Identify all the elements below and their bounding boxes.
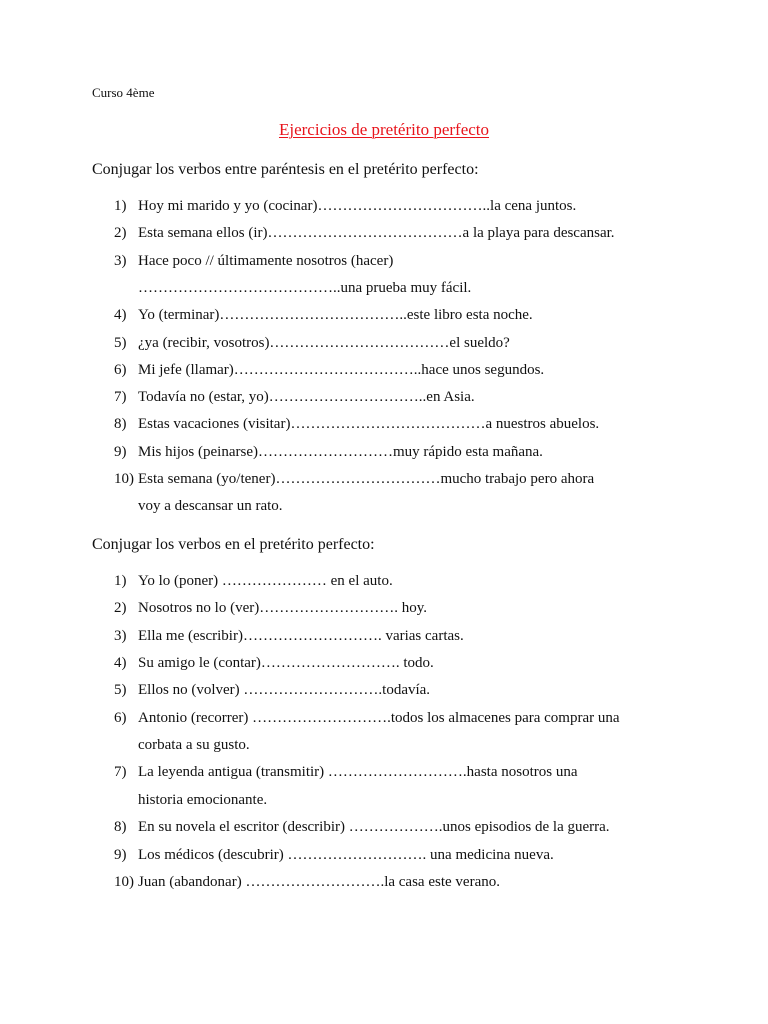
exercise-number: 4) bbox=[114, 655, 127, 672]
exercise-number: 3) bbox=[114, 627, 127, 644]
exercise-item bbox=[114, 568, 698, 595]
exercise-text: Esta semana ellos (ir)…………………………………a la playa para descansar. bbox=[138, 225, 615, 242]
exercise-item-continuation bbox=[114, 787, 698, 814]
exercise-text: Antonio (recorrer) ……………………….todos los almacenes para comprar una bbox=[138, 709, 620, 726]
exercise-text: Ellos no (volver) ……………………….todavía. bbox=[138, 682, 431, 699]
exercise-item bbox=[114, 869, 698, 896]
exercise-text: Los médicos (descubrir) ………………………. una medicina nueva. bbox=[138, 846, 554, 863]
exercise-item bbox=[114, 411, 698, 438]
exercise-item bbox=[114, 248, 698, 275]
exercise-text: Estas vacaciones (visitar)…………………………………a nuestros abuelos. bbox=[138, 416, 600, 433]
exercise-number: 10) bbox=[114, 471, 134, 487]
section-1-instruction: Conjugar los verbos entre paréntesis en el pretérito perfecto: bbox=[92, 161, 479, 178]
exercise-item bbox=[114, 302, 698, 329]
exercise-number: 1) bbox=[114, 198, 127, 214]
exercise-text: Ella me (escribir)………………………. varias cartas. bbox=[138, 627, 464, 644]
exercise-item bbox=[114, 842, 698, 869]
exercise-text: …………………………………..una prueba muy fácil. bbox=[138, 279, 472, 296]
exercise-text: Yo (terminar)………………………………..este libro esta noche. bbox=[138, 307, 533, 324]
exercise-text: corbata a su gusto. bbox=[138, 737, 250, 754]
exercise-text: Su amigo le (contar)………………………. todo. bbox=[138, 655, 434, 672]
exercise-number: 4) bbox=[114, 307, 127, 324]
exercise-item bbox=[114, 595, 698, 622]
exercise-number: 7) bbox=[114, 764, 127, 781]
exercise-text: historia emocionante. bbox=[138, 791, 268, 808]
exercise-item bbox=[114, 330, 698, 357]
exercise-item bbox=[114, 357, 698, 384]
exercise-item bbox=[114, 623, 698, 650]
exercise-text: Juan (abandonar) ……………………….la casa este verano. bbox=[138, 873, 500, 890]
exercise-text: Todavía no (estar, yo)…………………………..en Asia. bbox=[138, 389, 475, 406]
exercise-number: 10) bbox=[114, 873, 134, 890]
exercise-item bbox=[114, 650, 698, 677]
exercise-number: 5) bbox=[114, 334, 127, 351]
exercise-number: 3) bbox=[114, 252, 127, 269]
exercise-item bbox=[114, 384, 698, 411]
exercise-item bbox=[114, 439, 698, 466]
exercise-text: ¿ya (recibir, vosotros)………………………………el sueldo? bbox=[138, 334, 510, 351]
course-label: Curso 4ème bbox=[92, 85, 155, 100]
exercise-item bbox=[114, 677, 698, 704]
exercise-item-continuation bbox=[114, 493, 698, 520]
page-title: Ejercicios de pretérito perfecto bbox=[278, 120, 490, 139]
exercise-number: 9) bbox=[114, 846, 127, 863]
exercise-number: 9) bbox=[114, 443, 127, 460]
exercise-text: Esta semana (yo/tener)……………………………mucho trabajo pero ahora bbox=[138, 471, 595, 487]
exercise-text: Mis hijos (peinarse)………………………muy rápido esta mañana. bbox=[138, 443, 543, 460]
exercise-number: 7) bbox=[114, 389, 127, 406]
exercise-text: Nosotros no lo (ver)………………………. hoy. bbox=[138, 600, 428, 617]
exercise-item bbox=[114, 220, 698, 247]
exercise-number: 2) bbox=[114, 225, 127, 242]
exercise-number: 6) bbox=[114, 709, 127, 726]
exercise-text: voy a descansar un rato. bbox=[138, 498, 283, 515]
exercise-item bbox=[114, 193, 698, 220]
exercise-text: Hace poco // últimamente nosotros (hacer) bbox=[138, 252, 394, 269]
exercise-text: Yo lo (poner) ………………… en el auto. bbox=[138, 573, 393, 589]
exercise-item-continuation bbox=[114, 732, 698, 759]
exercise-item-continuation bbox=[114, 275, 698, 302]
exercise-number: 2) bbox=[114, 600, 127, 617]
exercise-number: 1) bbox=[114, 573, 127, 589]
exercise-text: Hoy mi marido y yo (cocinar)……………………………..la cena juntos. bbox=[138, 198, 577, 214]
exercise-text: En su novela el escritor (describir) ……………….unos episodios de la guerra. bbox=[138, 819, 610, 836]
exercise-text: La leyenda antigua (transmitir) ……………………….hasta nosotros una bbox=[138, 764, 578, 781]
exercise-item bbox=[114, 759, 698, 786]
exercise-number: 8) bbox=[114, 416, 127, 433]
exercise-number: 5) bbox=[114, 682, 127, 699]
exercise-item bbox=[114, 814, 698, 841]
exercise-item bbox=[114, 705, 698, 732]
exercise-number: 8) bbox=[114, 819, 127, 836]
exercise-item bbox=[114, 466, 698, 493]
exercise-number: 6) bbox=[114, 361, 127, 378]
exercise-text: Mi jefe (llamar)………………………………..hace unos segundos. bbox=[138, 361, 545, 378]
section-2-instruction: Conjugar los verbos en el pretérito perfecto: bbox=[92, 536, 375, 553]
